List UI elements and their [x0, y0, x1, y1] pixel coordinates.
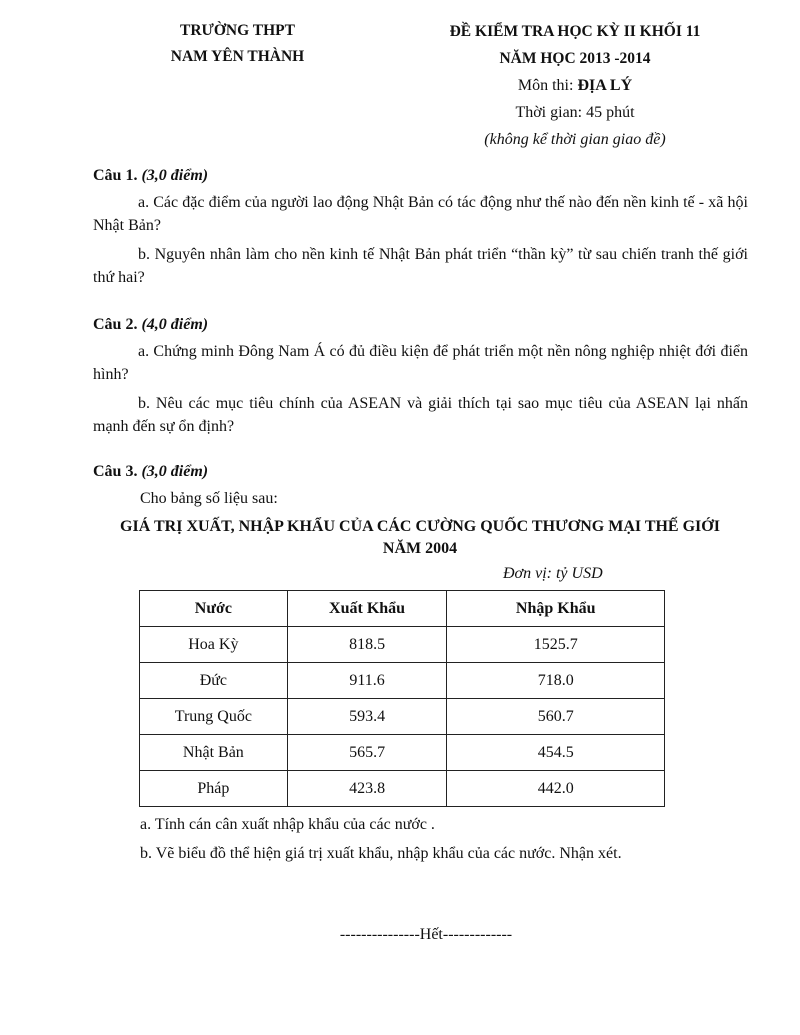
trade-table [139, 590, 665, 807]
question-2-part-a: a. Chứng minh Đông Nam Á có đủ điều kiện để phát triển một nền nông nghiệp nhiệt đới điển hình? [93, 343, 748, 383]
question-3-title [93, 460, 748, 483]
table-row [140, 771, 665, 807]
duration-note: (không kể thời gian giao đề) [484, 131, 666, 148]
subject-name: ĐỊA LÝ [577, 77, 633, 94]
cell-export: 423.8 [287, 771, 447, 807]
cell-import: 560.7 [447, 699, 665, 735]
question-2-part-b: b. Nêu các mục tiêu chính của ASEAN và giải thích tại sao mục tiêu của ASEAN lại nhấn mạnh đến sự ổn định? [93, 395, 748, 435]
exam-header [0, 18, 800, 158]
header-country: Nước [140, 591, 288, 627]
question-2-points: (4,0 điểm) [141, 316, 209, 333]
question-3-label: Câu 3. [93, 463, 142, 480]
question-1-part-a: a. Các đặc điểm của người lao động Nhật Bản có tác động như thế nào đến nền kinh tế - xã hội Nhật Bản? [93, 194, 748, 234]
table-title [90, 516, 750, 560]
question-2-label: Câu 2. [93, 316, 142, 333]
table-row [140, 663, 665, 699]
question-1 [93, 164, 748, 295]
school-line-2: NAM YÊN THÀNH [170, 48, 305, 65]
question-1-points: (3,0 điểm) [141, 167, 209, 184]
exam-title: ĐỀ KIỂM TRA HỌC KỲ II KHỐI 11 [449, 23, 701, 40]
cell-import: 1525.7 [447, 627, 665, 663]
school-line-1: TRƯỜNG THPT [180, 22, 295, 39]
cell-country: Pháp [140, 771, 288, 807]
question-1-title [93, 164, 748, 187]
question-3-part-b: b. Vẽ biểu đồ thể hiện giá trị xuất khẩu, nhập khẩu của các nước. Nhận xét. [140, 845, 622, 862]
cell-import: 442.0 [447, 771, 665, 807]
question-3 [93, 460, 748, 510]
question-3-points: (3,0 điểm) [141, 463, 209, 480]
table-row [140, 627, 665, 663]
header-export: Xuất Khẩu [287, 591, 447, 627]
school-year: NĂM HỌC 2013 -2014 [499, 50, 651, 67]
header-import: Nhập Khẩu [447, 591, 665, 627]
cell-import: 718.0 [447, 663, 665, 699]
school-name [120, 18, 355, 70]
question-1-part-b: b. Nguyên nhân làm cho nền kinh tế Nhật Bản phát triển “thần kỳ” từ sau chiến tranh thế giới thứ hai? [93, 246, 748, 286]
question-2 [93, 313, 748, 444]
cell-country: Hoa Kỳ [140, 627, 288, 663]
table-header-row [140, 591, 665, 627]
subject-label: Môn thi: [517, 77, 578, 94]
cell-export: 911.6 [287, 663, 447, 699]
cell-export: 818.5 [287, 627, 447, 663]
table-row [140, 699, 665, 735]
cell-country: Đức [140, 663, 288, 699]
end-marker: ---------------Hết------------- [339, 926, 513, 943]
exam-duration: Thời gian: 45 phút [515, 104, 635, 121]
cell-export: 593.4 [287, 699, 447, 735]
question-3-part-a: a. Tính cán cân xuất nhập khẩu của các nước . [140, 816, 435, 833]
cell-import: 454.5 [447, 735, 665, 771]
table-unit: Đơn vị: tỷ USD [503, 565, 603, 582]
subject-line [405, 72, 745, 99]
exam-info [405, 18, 745, 153]
table-row [140, 735, 665, 771]
question-2-title [93, 313, 748, 336]
question-3-intro: Cho bảng số liệu sau: [140, 490, 278, 507]
question-1-label: Câu 1. [93, 167, 142, 184]
cell-country: Nhật Bản [140, 735, 288, 771]
cell-export: 565.7 [287, 735, 447, 771]
table-title-line-2: NĂM 2004 [382, 540, 458, 557]
cell-country: Trung Quốc [140, 699, 288, 735]
table-title-line-1: GIÁ TRỊ XUẤT, NHẬP KHẨU CỦA CÁC CƯỜNG QUỐC THƯƠNG MẠI THẾ GIỚI [120, 518, 720, 535]
